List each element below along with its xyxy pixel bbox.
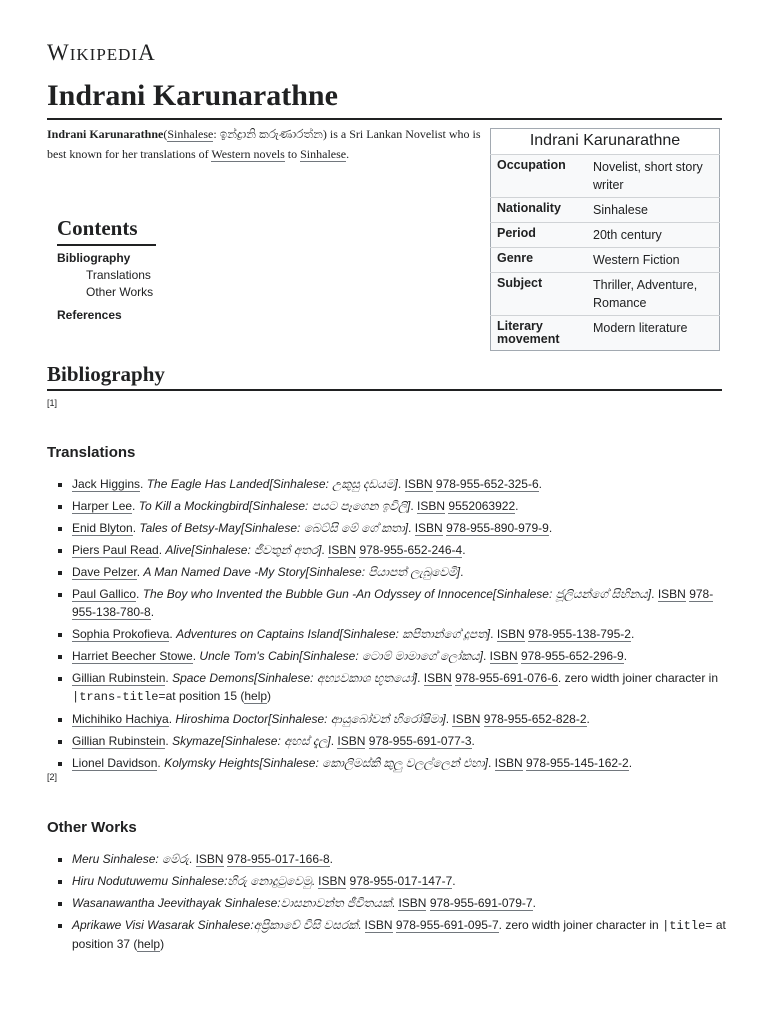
- isbn-link[interactable]: 978-955-691-095-7: [395, 918, 499, 932]
- author-link[interactable]: Gillian Rubinstein: [72, 671, 166, 685]
- author-link[interactable]: Enid Blyton: [72, 521, 133, 535]
- toc-item-translations[interactable]: Translations: [86, 268, 151, 282]
- param-code: |trans-title=: [72, 690, 166, 704]
- author-link[interactable]: Lionel Davidson: [72, 756, 158, 770]
- isbn-label-link[interactable]: ISBN: [489, 649, 518, 663]
- section-heading-other-works: Other Works: [47, 819, 137, 836]
- help-link[interactable]: help: [137, 937, 161, 951]
- help-close: ): [160, 937, 165, 951]
- list-item: ▪ Harriet Beecher Stowe. Uncle Tom's Cabin[Sinhalese: ටොම් මාමාගේ ලෝකය]. ISBN 978-955-652-296-9.: [72, 647, 732, 665]
- infobox-label: Occupation: [497, 158, 566, 172]
- author-link[interactable]: Michihiko Hachiya: [72, 712, 169, 726]
- book-title: Adventures on Captains Island: [176, 627, 340, 641]
- list-item: ▪ Paul Gallico. The Boy who Invented the Bubble Gun -An Odyssey of Innocence[Sinhalese: ජූලියන්ගේ සිහිනය]. ISBN 978-955-138-780-8.: [72, 585, 732, 621]
- section-heading-bibliography: Bibliography: [47, 359, 722, 391]
- book-title: Tales of Betsy-May: [139, 521, 241, 535]
- author-link[interactable]: Harriet Beecher Stowe: [72, 649, 193, 663]
- toc-item-bibliography[interactable]: Bibliography: [57, 251, 131, 265]
- infobox-row: [491, 316, 720, 351]
- isbn-link[interactable]: 978-955-145-162-2: [525, 756, 629, 770]
- book-title: Hiroshima Doctor: [175, 712, 269, 726]
- list-item: ▪ Hiru Nodutuwemu Sinhalese:හිරු නොදුටුවෙමු. ISBN 978-955-017-147-7.: [72, 872, 732, 890]
- list-item: ▪ Gillian Rubinstein. Space Demons[Sinhalese: අභ්‍යවකාශ භූතයෝ]. ISBN 978-955-691-076-6. zero width joiner character in |trans-title=at position 15 (help): [72, 669, 732, 706]
- footnote-ref-1[interactable]: [1]: [47, 398, 58, 408]
- isbn-link[interactable]: 978-955-017-166-8: [226, 852, 330, 866]
- book-title: Uncle Tom's Cabin: [199, 649, 300, 663]
- infobox-value: Thriller, Adventure, Romance: [593, 278, 698, 310]
- isbn-label-link[interactable]: ISBN: [452, 712, 481, 726]
- list-item: ▪ Dave Pelzer. A Man Named Dave -My Story[Sinhalese: පියාපත් ලැබුවෙමි].: [72, 563, 732, 581]
- list-item: ▪ Gillian Rubinstein. Skymaze[Sinhalese: අහස් දැල]. ISBN 978-955-691-077-3.: [72, 732, 732, 750]
- infobox-label: Subject: [497, 276, 543, 290]
- author-link[interactable]: Paul Gallico: [72, 587, 137, 601]
- isbn-label-link[interactable]: ISBN: [417, 499, 446, 513]
- sinhala-title: Sinhalese:අප්‍රිකාවේ විසි වසරක්: [194, 918, 358, 932]
- isbn-label-link[interactable]: ISBN: [494, 756, 523, 770]
- infobox-row: [491, 223, 720, 248]
- isbn-link[interactable]: 978-955-890-979-9: [446, 521, 549, 535]
- sinhala-title: [Sinhalese: ටොම් මාමාගේ ලෝකය]: [299, 649, 483, 663]
- lead-name: Indrani Karunarathne: [47, 127, 164, 141]
- isbn-link[interactable]: 978-955-017-147-7: [349, 874, 453, 888]
- sinhala-title: [Sinhalese: අහස් දැල]: [221, 734, 331, 748]
- list-item: ▪ Harper Lee. To Kill a Mockingbird[Sinhalese: පයට පෑගෙන ඉවිලි]. ISBN 9552063922.: [72, 497, 732, 515]
- book-title: Skymaze: [172, 734, 222, 748]
- footnote-ref-2[interactable]: [2]: [47, 772, 58, 782]
- infobox-row: [491, 155, 720, 198]
- book-title: A Man Named Dave -My Story: [143, 565, 306, 579]
- infobox-value: Sinhalese: [593, 203, 648, 217]
- isbn-label-link[interactable]: ISBN: [364, 918, 393, 932]
- sinhala-title: Sinhalese:හිරු නොදුටුවෙමු: [168, 874, 312, 888]
- list-item: ▪ Piers Paul Read. Alive[Sinhalese: ජීවතුන් අතර]. ISBN 978-955-652-246-4.: [72, 541, 732, 559]
- sinhala-title: [Sinhalese: බෙට්සි මේ ගේ කතා]: [240, 521, 409, 535]
- infobox-label: Period: [497, 226, 536, 240]
- isbn-label-link[interactable]: ISBN: [404, 477, 433, 491]
- infobox: [490, 128, 720, 351]
- book-title: Alive: [165, 543, 192, 557]
- isbn-label-link[interactable]: ISBN: [414, 521, 443, 535]
- sinhala-title: [Sinhalese: පියාපත් ලැබුවෙමි]: [305, 565, 461, 579]
- toc-title: Contents: [57, 214, 156, 246]
- western-novels-link[interactable]: Western novels: [211, 147, 285, 161]
- infobox-row: [491, 198, 720, 223]
- isbn-link[interactable]: 978-955-138-780-8: [72, 587, 714, 619]
- param-code: |title=: [662, 919, 713, 933]
- book-title: Kolymsky Heights: [164, 756, 260, 770]
- author-link[interactable]: Dave Pelzer: [72, 565, 137, 579]
- sinhala-title: Sinhalese: මේරු: [99, 852, 189, 866]
- isbn-label-link[interactable]: ISBN: [318, 874, 347, 888]
- isbn-link[interactable]: 9552063922: [448, 499, 516, 513]
- author-link[interactable]: Sophia Prokofieva: [72, 627, 170, 641]
- isbn-label-link[interactable]: ISBN: [423, 671, 452, 685]
- infobox-value: 20th century: [593, 228, 662, 242]
- section-heading-translations: Translations: [47, 444, 136, 461]
- book-title: Meru: [72, 852, 100, 866]
- lead-sinhala-name: : ඉන්ද්‍රානි කරුණාරත්න: [213, 127, 323, 141]
- isbn-link[interactable]: 978-955-652-296-9: [520, 649, 624, 663]
- lead-paragraph: Indrani Karunarathne(Sinhalese: ඉන්ද්‍රානි කරුණාරත්න) is a Sri Lankan Novelist who is best known for her translations of Western novels to Sinhalese.: [47, 127, 481, 161]
- isbn-error-position: at position 37 (: [72, 918, 726, 951]
- sinhala-title: [Sinhalese: පයට පෑගෙන ඉවිලි]: [249, 499, 411, 513]
- isbn-label-link[interactable]: ISBN: [398, 896, 427, 910]
- isbn-link[interactable]: 978-955-691-079-7: [429, 896, 533, 910]
- sinhala-title: [Sinhalese: උකුසු දඩයම]: [269, 477, 398, 491]
- author-link[interactable]: Piers Paul Read: [72, 543, 159, 557]
- other-works-list: [57, 850, 732, 957]
- sinhala-title: Sinhalese:වාසනාවන්ත ජීවිතයක්: [221, 896, 392, 910]
- sinhala-title: [Sinhalese: කපිතාන්ගේ දූපත]: [339, 627, 491, 641]
- infobox-row: [491, 273, 720, 316]
- table-of-contents: [57, 214, 257, 324]
- infobox-row: [491, 248, 720, 273]
- sinhala-title: [Sinhalese: කොලිමස්කි කුලු වලල්ලෙන් එහා]: [259, 756, 488, 770]
- toc-item-references[interactable]: References: [57, 308, 122, 322]
- isbn-label-link[interactable]: ISBN: [337, 734, 366, 748]
- sinhala-title: [Sinhalese: ජූලියන්ගේ සිහිනය]: [492, 587, 652, 601]
- sinhalese-link[interactable]: Sinhalese: [167, 127, 214, 141]
- isbn-link[interactable]: 978-955-652-246-4: [359, 543, 463, 557]
- list-item: ▪ Meru Sinhalese: මේරු. ISBN 978-955-017-166-8.: [72, 850, 732, 868]
- infobox-label: Nationality: [497, 201, 561, 215]
- infobox-value: Western Fiction: [593, 253, 680, 267]
- translations-list: [57, 475, 732, 776]
- isbn-link[interactable]: 978-955-652-325-6: [435, 477, 539, 491]
- book-title: To Kill a Mockingbird: [138, 499, 249, 513]
- isbn-label-link[interactable]: ISBN: [195, 852, 224, 866]
- help-link[interactable]: help: [244, 689, 268, 703]
- isbn-link[interactable]: 978-955-138-795-2: [528, 627, 631, 641]
- infobox-caption: Indrani Karunarathne: [490, 128, 720, 154]
- list-item: ▪ Enid Blyton. Tales of Betsy-May[Sinhalese: බෙට්සි මේ ගේ කතා]. ISBN 978-955-890-979-9.: [72, 519, 732, 537]
- book-title: Aprikawe Visi Wasarak: [72, 918, 195, 932]
- author-link[interactable]: Gillian Rubinstein: [72, 734, 166, 748]
- page-title: Indrani Karunarathne: [47, 76, 722, 120]
- list-item: ▪ Sophia Prokofieva. Adventures on Captains Island[Sinhalese: කපිතාන්ගේ දූපත]. ISBN 978-955-138-795-2.: [72, 625, 732, 643]
- list-item: ▪ Lionel Davidson. Kolymsky Heights[Sinhalese: කොලිමස්කි කුලු වලල්ලෙන් එහා]. ISBN 978-955-145-162-2.: [72, 754, 732, 772]
- infobox-label: Literary movement: [497, 319, 560, 346]
- book-title: The Eagle Has Landed: [146, 477, 270, 491]
- isbn-error-position: at position 15 (: [165, 689, 245, 703]
- book-title: Space Demons: [172, 671, 255, 685]
- book-title: Hiru Nodutuwemu: [72, 874, 169, 888]
- isbn-error-note: zero width joiner character in: [564, 671, 718, 685]
- isbn-label-link[interactable]: ISBN: [657, 587, 686, 601]
- isbn-error-note: zero width joiner character in: [505, 918, 663, 932]
- list-item: ▪ Jack Higgins. The Eagle Has Landed[Sinhalese: උකුසු දඩයම]. ISBN 978-955-652-325-6.: [72, 475, 732, 493]
- book-title: The Boy who Invented the Bubble Gun -An Odyssey of Innocence: [142, 587, 493, 601]
- help-close: ): [267, 689, 272, 703]
- sinhala-title: [Sinhalese: ආයුබෝවන් හිරෝෂිමා]: [268, 712, 446, 726]
- isbn-label-link[interactable]: ISBN: [496, 627, 525, 641]
- book-title: Wasanawantha Jeevithayak: [72, 896, 222, 910]
- isbn-link[interactable]: 978-955-691-077-3: [368, 734, 472, 748]
- isbn-label-link[interactable]: ISBN: [328, 543, 357, 557]
- list-item: ▪ Aprikawe Visi Wasarak Sinhalese:අප්‍රිකාවේ විසි වසරක්. ISBN 978-955-691-095-7. zero width joiner character in |title= at position 37 (help): [72, 916, 732, 953]
- isbn-link[interactable]: 978-955-652-828-2: [483, 712, 587, 726]
- infobox-label: Genre: [497, 251, 534, 265]
- isbn-link[interactable]: 978-955-691-076-6: [455, 671, 558, 685]
- author-link[interactable]: Jack Higgins: [72, 477, 141, 491]
- sinhala-title: [Sinhalese: අභ්‍යවකාශ භූතයෝ]: [254, 671, 418, 685]
- sinhalese-link-2[interactable]: Sinhalese: [300, 147, 347, 161]
- wikipedia-wordmark[interactable]: WIKIPEDIA: [47, 40, 156, 65]
- infobox-value: Modern literature: [593, 321, 688, 335]
- sinhala-title: [Sinhalese: ජීවතුන් අතර]: [191, 543, 322, 557]
- list-item: ▪ Michihiko Hachiya. Hiroshima Doctor[Sinhalese: ආයුබෝවන් හිරෝෂිමා]. ISBN 978-955-652-828-2.: [72, 710, 732, 728]
- toc-item-other-works[interactable]: Other Works: [86, 285, 154, 299]
- infobox-value: Novelist, short story writer: [593, 160, 703, 192]
- author-link[interactable]: Harper Lee: [72, 499, 133, 513]
- list-item: ▪ Wasanawantha Jeevithayak Sinhalese:වාසනාවන්ත ජීවිතයක්. ISBN 978-955-691-079-7.: [72, 894, 732, 912]
